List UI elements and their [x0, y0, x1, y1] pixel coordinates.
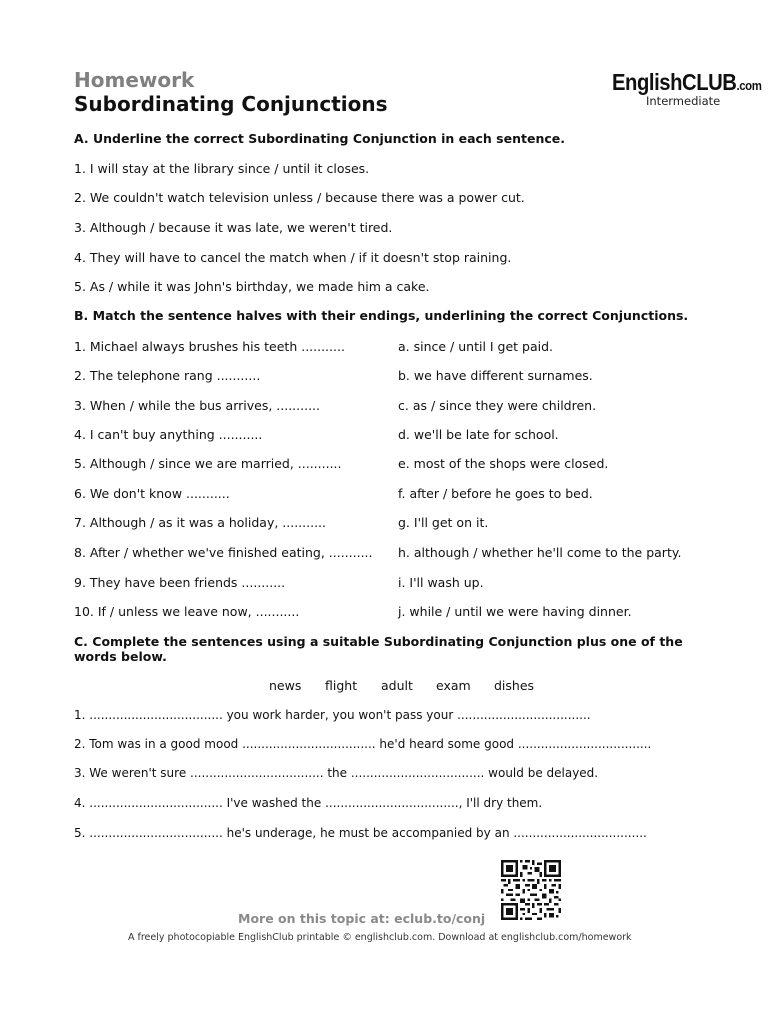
section-b-right-item: h. although / whether he'll come to the party. [398, 545, 682, 560]
section-a-item: 1. I will stay at the library since / until it closes. [74, 161, 370, 176]
qr-code-icon[interactable] [498, 860, 564, 920]
word-bank-word: flight [325, 678, 358, 693]
section-a-item: 3. Although / because it was late, we weren't tired. [74, 220, 393, 235]
section-b-left-item: 5. Although / since we are married, ........... [74, 456, 342, 471]
header-kicker: Homework [74, 68, 195, 92]
section-c-item: 1. ................................... you work harder, you won't pass your ................................... [74, 708, 591, 722]
more-topic-link[interactable]: More on this topic at: eclub.to/conj [238, 911, 486, 926]
section-b-left-item: 2. The telephone rang ........... [74, 368, 261, 383]
section-b-right-item: i. I'll wash up. [398, 575, 484, 590]
section-b-right-item: f. after / before he goes to bed. [398, 486, 593, 501]
section-a-item: 4. They will have to cancel the match when / if it doesn't stop raining. [74, 250, 512, 265]
section-b-right-item: d. we'll be late for school. [398, 427, 559, 442]
word-bank-word: exam [436, 678, 471, 693]
section-b-right-item: e. most of the shops were closed. [398, 456, 609, 471]
section-b-right-item: j. while / until we were having dinner. [398, 604, 632, 619]
section-a-item: 2. We couldn't watch television unless / because there was a power cut. [74, 190, 525, 205]
section-c-item: 3. We weren't sure ................................... the ................................... would be delayed. [74, 766, 599, 780]
level-label: Intermediate [646, 94, 721, 108]
englishclub-logo [612, 69, 761, 96]
section-b-left-item: 1. Michael always brushes his teeth ........... [74, 339, 345, 354]
section-b-instruction: B. Match the sentence halves with their endings, underlining the correct Conjunctions. [74, 308, 689, 323]
word-bank-word: news [269, 678, 302, 693]
section-c-item: 2. Tom was in a good mood ................................... he'd heard some good ................................... [74, 737, 652, 751]
section-c-instruction: C. Complete the sentences using a suitable Subordinating Conjunction plus one of the words below. [74, 634, 683, 664]
footer-credit: A freely photocopiable EnglishClub printable © englishclub.com. Download at englishclub.com/homework [128, 932, 632, 943]
section-b-left-item: 4. I can't buy anything ........... [74, 427, 263, 442]
section-b-right-item: c. as / since they were children. [398, 398, 597, 413]
logo-main-text: EnglishCLUB [612, 69, 737, 95]
section-c-item: 5. ................................... he's underage, he must be accompanied by an ................................... [74, 826, 647, 840]
section-c-item: 4. ................................... I've washed the ..................................., I'll dry them. [74, 796, 543, 810]
section-b-right-item: a. since / until I get paid. [398, 339, 554, 354]
section-a-item: 5. As / while it was John's birthday, we made him a cake. [74, 279, 430, 294]
page-title: Subordinating Conjunctions [74, 92, 388, 116]
section-b-left-item: 6. We don't know ........... [74, 486, 230, 501]
section-b-left-item: 7. Although / as it was a holiday, ........... [74, 515, 326, 530]
section-a-instruction: A. Underline the correct Subordinating Conjunction in each sentence. [74, 131, 565, 146]
section-b-left-item: 9. They have been friends ........... [74, 575, 286, 590]
word-bank-word: dishes [494, 678, 535, 693]
section-b-right-item: b. we have different surnames. [398, 368, 593, 383]
section-b-left-item: 3. When / while the bus arrives, ........... [74, 398, 320, 413]
word-bank-word: adult [381, 678, 413, 693]
section-b-right-item: g. I'll get on it. [398, 515, 489, 530]
logo-suffix-text: .com [736, 78, 762, 93]
section-b-left-item: 10. If / unless we leave now, ........... [74, 604, 300, 619]
section-b-left-item: 8. After / whether we've finished eating, ........... [74, 545, 373, 560]
